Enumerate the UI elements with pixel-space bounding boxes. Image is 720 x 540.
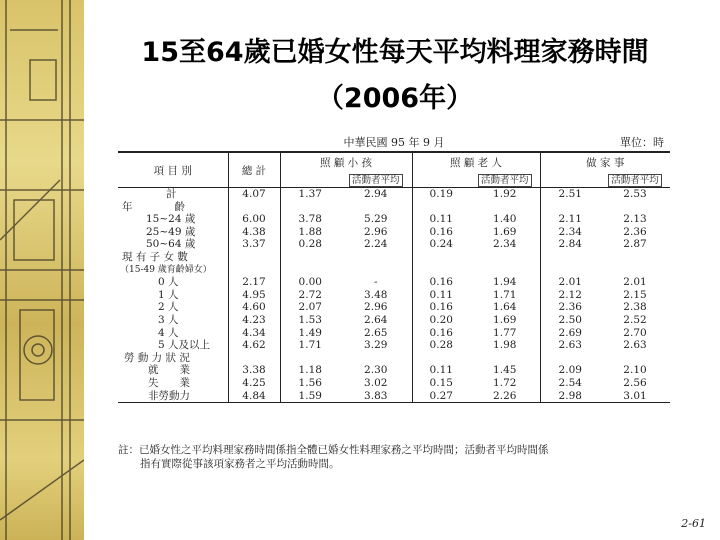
housework-time-table (118, 151, 670, 403)
table-cell (280, 201, 340, 214)
table-cell: 4.84 (228, 390, 280, 403)
table-note (118, 443, 670, 471)
table-cell: 1.37 (280, 188, 340, 201)
header-elder-care: 照 顧 老 人 (412, 152, 540, 171)
table-row (118, 188, 670, 201)
row-label: 就 業 (148, 364, 190, 377)
table-cell: 3.83 (364, 389, 388, 402)
table-cell: 0.00 (280, 276, 340, 289)
row-label: 非勞動力 (148, 389, 190, 402)
table-cell: 2.64 (364, 313, 388, 326)
table-cell: 2.34 (540, 226, 600, 239)
table-cell: 4.38 (228, 226, 280, 239)
table-cell: 2.94 (364, 188, 388, 200)
header-elder-participant: 活動者平均 (470, 171, 540, 188)
table-cell: 1.59 (280, 390, 340, 403)
table-cell (470, 251, 540, 264)
table-cell: 1.64 (493, 301, 517, 314)
table-cell: 2.52 (623, 313, 647, 326)
table-cell (412, 352, 470, 365)
row-label: 現 有 子 女 數 (122, 250, 188, 263)
table-cell: 0.20 (412, 314, 470, 327)
table-cell (412, 201, 470, 214)
table-cell: 1.98 (493, 339, 517, 352)
table-cell: 0.16 (412, 327, 470, 340)
table-row (118, 251, 670, 264)
blueprint-pattern-icon (0, 0, 84, 540)
table-cell (470, 264, 540, 277)
table-row (118, 276, 670, 289)
table-row (118, 289, 670, 302)
row-label: 4 人 (158, 326, 179, 339)
table-unit: 單位：時 (620, 136, 664, 149)
header-total: 總 計 (228, 152, 280, 188)
table-cell: 2.01 (540, 276, 600, 289)
table-cell: 4.60 (228, 301, 280, 314)
table-cell: 2.11 (540, 213, 600, 226)
table-cell: - (373, 276, 378, 289)
table-cell: 0.16 (412, 226, 470, 239)
table-row (118, 364, 670, 377)
table-row (118, 390, 670, 403)
table-row (118, 226, 670, 239)
table-cell: 2.38 (623, 301, 647, 314)
table-cell: 2.12 (540, 289, 600, 302)
table-cell: 0.24 (412, 238, 470, 251)
table-cell: 2.01 (623, 276, 647, 289)
table-cell (540, 251, 600, 264)
table-cell: 3.29 (364, 339, 388, 352)
table-cell: 3.37 (228, 238, 280, 251)
statistics-table-block (118, 134, 670, 474)
row-label: 15~24 歲 (146, 213, 196, 226)
table-cell: 1.71 (280, 339, 340, 352)
table-row (118, 327, 670, 340)
row-label: 0 人 (158, 276, 179, 289)
table-cell: 2.84 (540, 238, 600, 251)
row-label: 5 人及以上 (158, 339, 211, 352)
table-cell: 1.88 (280, 226, 340, 239)
table-cell: 1.72 (493, 376, 517, 389)
table-cell: 2.36 (540, 301, 600, 314)
table-row (118, 339, 670, 352)
table-row (118, 213, 670, 226)
row-label: 年 齡 (122, 200, 185, 213)
decorative-sidebar (0, 0, 84, 540)
table-cell: 1.77 (493, 326, 517, 339)
table-cell (540, 264, 600, 277)
table-cell: 2.07 (280, 301, 340, 314)
table-cell (600, 251, 670, 264)
table-cell (470, 352, 540, 365)
table-cell (280, 264, 340, 277)
table-cell: 4.34 (228, 327, 280, 340)
table-cell: 4.62 (228, 339, 280, 352)
table-cell (340, 251, 412, 264)
row-label: （15-49 歲育齡婦女） (120, 264, 212, 275)
table-cell: 2.56 (623, 376, 647, 389)
table-cell (280, 251, 340, 264)
table-row (118, 314, 670, 327)
table-cell: 1.40 (493, 213, 517, 226)
table-body (118, 188, 670, 403)
header-housework: 做 家 事 (540, 152, 670, 171)
table-cell (540, 201, 600, 214)
table-caption: 中華民國 95 年 9 月 (343, 136, 445, 149)
table-cell (600, 201, 670, 214)
header-child-care: 照 顧 小 孩 (280, 152, 412, 171)
page-subtitle: （2006年） (316, 83, 474, 114)
header-child-avg (280, 171, 340, 188)
row-label: 25~49 歲 (146, 225, 196, 238)
table-cell: 2.50 (540, 314, 600, 327)
table-cell: 0.27 (412, 390, 470, 403)
table-cell (340, 264, 412, 277)
table-cell: 1.92 (493, 188, 517, 200)
row-label: 失 業 (148, 376, 190, 389)
table-cell: 3.48 (364, 288, 388, 301)
table-cell: 2.69 (540, 327, 600, 340)
table-cell: 2.63 (540, 339, 600, 352)
table-cell: 3.78 (280, 213, 340, 226)
table-cell: 3.01 (623, 389, 647, 402)
table-cell: 2.63 (623, 339, 647, 352)
table-cell: 0.11 (412, 289, 470, 302)
table-cell: 4.23 (228, 314, 280, 327)
table-cell: 0.16 (412, 301, 470, 314)
table-cell: 5.29 (364, 213, 388, 226)
table-cell (228, 352, 280, 365)
table-cell: 1.69 (493, 313, 517, 326)
table-cell: 2.70 (623, 326, 647, 339)
table-cell: 4.07 (228, 188, 280, 201)
page-title: 15至64歲已婚女性每天平均料理家務時間 (141, 37, 649, 68)
note-line-1: 註：已婚女性之平均料理家務時間係指全體已婚女性料理家務之平均時間；活動者平均時間係 (118, 444, 549, 456)
header-house-participant: 活動者平均 (600, 171, 670, 188)
table-cell (280, 352, 340, 365)
table-cell (340, 352, 412, 365)
table-cell: 2.26 (493, 389, 517, 402)
table-cell: 2.53 (623, 188, 647, 200)
table-cell: 0.28 (412, 339, 470, 352)
table-cell: 1.69 (493, 225, 517, 238)
table-cell (228, 201, 280, 214)
table-cell: 0.11 (412, 213, 470, 226)
table-cell: 1.71 (493, 288, 517, 301)
note-line-2: 指有實際從事該項家務者之平均活動時間。 (140, 458, 340, 470)
page-number: 2-61 (681, 517, 706, 530)
table-cell: 2.34 (493, 238, 517, 251)
table-cell (470, 201, 540, 214)
table-cell: 2.10 (623, 364, 647, 377)
table-cell: 4.25 (228, 377, 280, 390)
header-house-avg (540, 171, 600, 188)
table-cell: 0.15 (412, 377, 470, 390)
table-cell: 2.09 (540, 364, 600, 377)
table-cell: 0.16 (412, 276, 470, 289)
table-cell: 2.24 (364, 238, 388, 251)
table-cell: 2.36 (623, 225, 647, 238)
table-cell (600, 264, 670, 277)
row-label: 1 人 (158, 288, 179, 301)
table-cell: 0.19 (412, 188, 470, 201)
table-cell: 2.72 (280, 289, 340, 302)
table-row (118, 377, 670, 390)
table-cell (540, 352, 600, 365)
table-cell: 1.53 (280, 314, 340, 327)
row-label: 50~64 歲 (146, 238, 196, 251)
table-cell: 2.13 (623, 213, 647, 226)
header-child-participant: 活動者平均 (340, 171, 412, 188)
table-cell: 6.00 (228, 213, 280, 226)
table-row (118, 301, 670, 314)
table-row (118, 264, 670, 277)
table-cell (228, 264, 280, 277)
table-row (118, 201, 670, 214)
row-label: 3 人 (158, 313, 179, 326)
table-cell: 0.28 (280, 238, 340, 251)
table-cell: 3.02 (364, 376, 388, 389)
table-cell: 2.51 (540, 188, 600, 201)
header-item: 項 目 別 (118, 152, 228, 188)
table-row (118, 238, 670, 251)
table-cell: 1.56 (280, 377, 340, 390)
table-cell: 2.96 (364, 301, 388, 314)
table-cell: 2.17 (228, 276, 280, 289)
row-label: 計 (166, 188, 177, 200)
table-cell: 2.54 (540, 377, 600, 390)
table-cell: 2.15 (623, 288, 647, 301)
table-cell: 1.94 (493, 276, 517, 289)
table-cell: 2.65 (364, 326, 388, 339)
table-cell: 2.30 (364, 364, 388, 377)
row-label: 勞 動 力 狀 況 (124, 351, 190, 364)
table-cell (600, 352, 670, 365)
row-label: 2 人 (158, 301, 179, 314)
table-cell: 1.18 (280, 364, 340, 377)
table-cell: 2.87 (623, 238, 647, 251)
table-cell (228, 251, 280, 264)
table-cell (340, 201, 412, 214)
table-cell: 2.98 (540, 390, 600, 403)
table-cell: 1.49 (280, 327, 340, 340)
table-cell: 2.96 (364, 225, 388, 238)
table-cell (412, 251, 470, 264)
header-elder-avg (412, 171, 470, 188)
table-cell: 3.38 (228, 364, 280, 377)
table-cell: 4.95 (228, 289, 280, 302)
table-cell: 0.11 (412, 364, 470, 377)
table-row (118, 352, 670, 365)
table-cell: 1.45 (493, 364, 517, 377)
table-cell (412, 264, 470, 277)
